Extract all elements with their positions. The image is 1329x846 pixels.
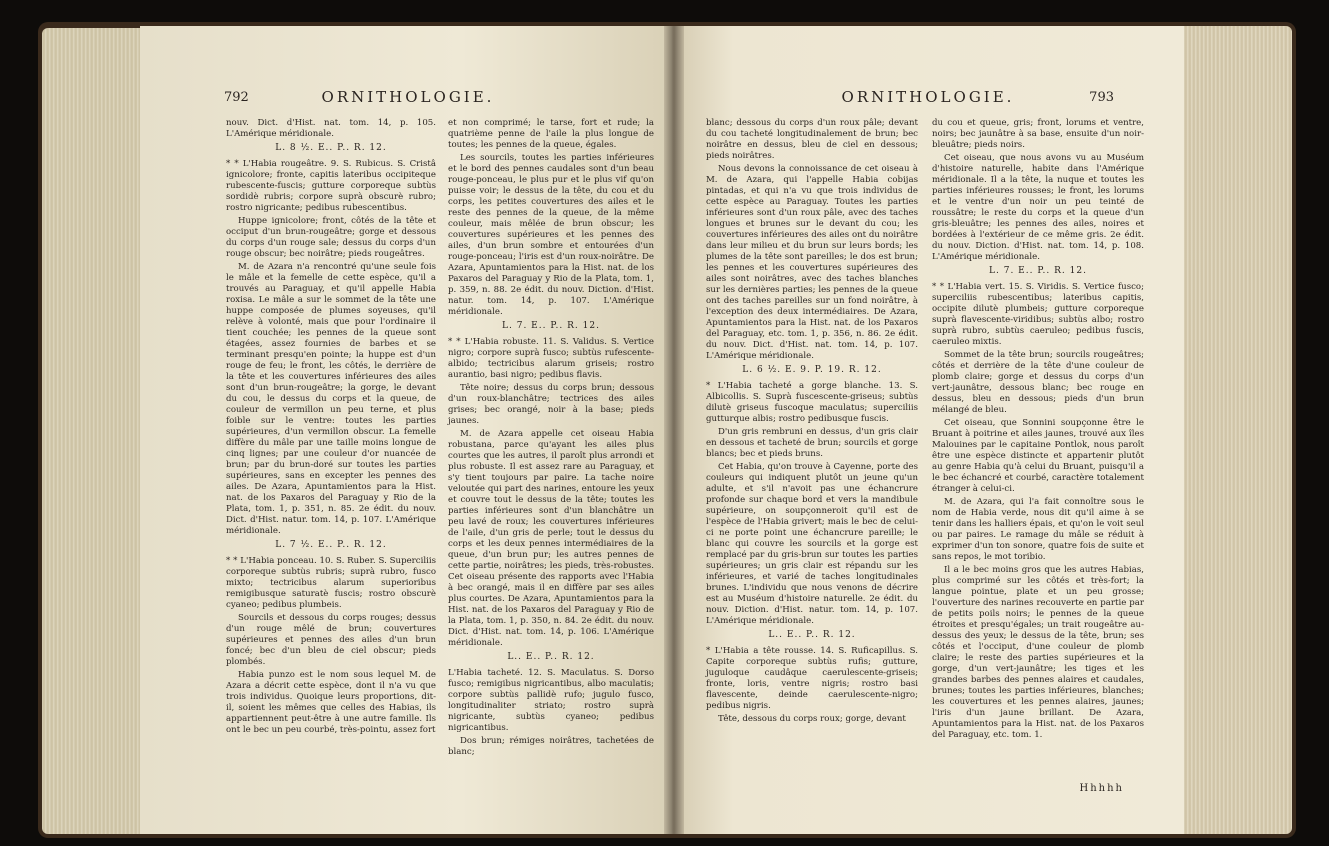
signature-mark: Hhhhh bbox=[1079, 783, 1124, 794]
measurement-line: L. 8 ½. E.. P.. R. 12. bbox=[275, 143, 387, 153]
species-entry: L'Habia tacheté. 12. S. Maculatus. S. Dorso fusco; remigibus nigricantibus, albo maculatis; corpore subtùs pallidè rufo; jugulo fusco, longitudinaliter striato; rostro suprà nigricante, subtùs cyaneo; pedibus nigricantibus. bbox=[448, 668, 654, 733]
paragraph: Il a le bec moins gros que les autres Habias, plus comprimé sur les côtés et très-fort; la langue pointue, plate et un peu grosse; l'ouverture des narines recouverte en partie par de petits poils noirs; le pennes de la queue étroites et presqu'égales; un trait rougeâtre au-dessus des yeux; le dessus de la tête, brun; ses côtés et l'occiput, d'une couleur de plomb claire; le reste des parties supérieures et la gorge, d'un vert-jaunâtre; les tiges et les grandes barbes des pennes alaires et caudales, brunes; toutes les parties inférieures, blanches; les couvertures et les pennes alaires, jaunes; l'iris d'un jaune brillant. De Azara, Apuntamientos para la Hist. nat. de los Paxaros del Paraguay, etc. tom. 1. bbox=[932, 565, 1144, 740]
paragraph: M. de Azara n'a rencontré qu'une seule fois le mâle et la femelle de cette espèce, qu'il a trouvés au Paraguay, et qu'il appelle Habia roxisa. Le mâle a sur le sommet de la tête une huppe composée de plumes soyeuses, qu'il relève à volonté, mais que pour l'ordinaire il tient couchée; les pennes de la queue sont étagées, assez fournies de barbes et se terminant presqu'en pointe; la huppe est d'un rouge de feu; le front, les côtés, le derrière de la tête et les couvertures inférieures des ailes sont d'un brun-rougeâtre; la gorge, le devant du cou, le dessus du corps et la queue, de couleur de vermillon un peu terne, et plus foible sur le ventre: toutes les parties supérieures, d'un vermillon obscur. La femelle diffère du mâle par une taille moins longue de cinq lignes; par une couleur d'or nuancée de brun; par du brun-doré sur toutes les parties supérieures, sans en excepter les pennes des ailes. De Azara, Apuntamientos para la Hist. nat. de los Paxaros del Paraguay y Rio de la Plata, tom. 1, p. 351, n. 85. 2e édit. du nouv. Dict. d'Hist. natur. tom. 14, p. 107. L'Amérique méridionale. bbox=[226, 262, 436, 536]
left-page bbox=[140, 26, 676, 834]
paragraph: Dos brun; rémiges noirâtres, tachetées de blanc; bbox=[448, 736, 654, 757]
species-entry: * L'Habia a tête rousse. 14. S. Ruficapillus. S. Capite corporeque subtùs rufis; gutture, juguloque caudâque caerulescente-griseis; fronte, loris, ventre nigris; rostro basi flavescente, deinde caerulescente-nigro; pedibus nigris. bbox=[706, 646, 918, 711]
measurement-line: L.. E.. P.. R. 12. bbox=[507, 652, 595, 662]
page-edges-right bbox=[1180, 26, 1292, 834]
species-entry: * * L'Habia ponceau. 10. S. Ruber. S. Superciliis corporeque subtùs rubris; suprà rubro, fusco mixto; tectricibus alarum superioribus remigibusque saturatè fuscis; rostro obscurè cyaneo; pedibus plumbeis. bbox=[226, 556, 436, 610]
measurement-line: L. 7 ½. E.. P.. R. 12. bbox=[275, 540, 387, 550]
left-column-1 bbox=[226, 118, 436, 738]
paragraph: M. de Azara, qui l'a fait connoître sous le nom de Habia verde, nous dit qu'il aime à se tenir dans les halliers épais, et qu'on le voit seul ou par paires. Le ramage du mâle se réduit à exprimer d'un ton sonore, quatre fois de suite et sans repos, le mot toribio. bbox=[932, 497, 1144, 562]
measurement-line: L. 7. E.. P.. R. 12. bbox=[989, 266, 1087, 276]
left-running-title: ORNITHOLOGIE. bbox=[321, 88, 495, 106]
right-column-1 bbox=[706, 118, 918, 727]
paragraph: Habia punzo est le nom sous lequel M. de Azara a décrit cette espèce, dont il n'a vu que trois individus. Quoique leurs proportions, dit-il, soient les mêmes que celles des Habias, ils appartiennent peut-être à une autre famille. Ils ont le bec un peu courbé, très-pointu, assez fort bbox=[226, 670, 436, 735]
left-running-head bbox=[140, 88, 676, 112]
book-gutter bbox=[664, 26, 684, 834]
paragraph: et non comprimé; le tarse, fort et rude; la quatrième penne de l'aile la plus longue de toutes; les pennes de la queue, égales. bbox=[448, 118, 654, 150]
right-page-number: 793 bbox=[1089, 90, 1114, 105]
measurement-line: L. 7. E.. P.. R. 12. bbox=[502, 321, 600, 331]
measurement-line: L. 6 ½. E. 9. P. 19. R. 12. bbox=[742, 365, 882, 375]
paragraph: nouv. Dict. d'Hist. nat. tom. 14, p. 105. L'Amérique méridionale. bbox=[226, 118, 436, 139]
right-column-2 bbox=[932, 118, 1144, 743]
paragraph: Sommet de la tête brun; sourcils rougeâtres; côtés et derrière de la tête d'une couleur de plomb claire; gorge et dessus du corps d'un vert-jaunâtre, dessous blanc; bec rouge en dessus, bleu en dessous; pieds d'un brun mélangé de bleu. bbox=[932, 350, 1144, 415]
right-page bbox=[672, 26, 1184, 834]
species-entry: * * L'Habia vert. 15. S. Viridis. S. Vertice fusco; superciliis rubescentibus; lateribus capitis, occipite dilutè plumbeis; gutture corporeque suprà flavescente-viridibus; subtùs albo; rostro suprà rubro, subtùs caeruleo; pedibus fuscis, caeruleo mixtis. bbox=[932, 282, 1144, 347]
paragraph: Tête noire; dessus du corps brun; dessous d'un roux-blanchâtre; tectrices des ailes grises; bec orangé, noir à la base; pieds jaunes. bbox=[448, 383, 654, 426]
paragraph: Tête, dessous du corps roux; gorge, devant bbox=[718, 714, 906, 724]
paragraph: Cet oiseau, que nous avons vu au Muséum d'histoire naturelle, habite dans l'Amérique méridionale. Il a la tête, la nuque et toutes les parties inférieures rousses; le front, les lorums et le ventre d'un noir un peu teinté de roussâtre; le reste du corps et la queue d'un gris-bleuâtre; les pennes des ailes, noires et bordées à l'extérieur de ce même gris. 2e édit. du nouv. Diction. d'Hist. nat. tom. 14, p. 108. L'Amérique méridionale. bbox=[932, 153, 1144, 262]
paragraph: blanc; dessous du corps d'un roux pâle; devant du cou tacheté longitudinalement de brun; bec noirâtre en dessus, bleu de ciel en dessous; pieds noirâtres. bbox=[706, 118, 918, 161]
species-entry: * L'Habia tacheté a gorge blanche. 13. S. Albicollis. S. Suprà fuscescente-griseus; subtùs dilutè griseus fuscoque maculatus; superciliis gutturque albis; rostro pedibusque fuscis. bbox=[706, 381, 918, 424]
paragraph: Les sourcils, toutes les parties inférieures et le bord des pennes caudales sont d'un beau rouge-ponceau, le plus pur et le plus vif qu'on puisse voir; le dessus de la tête, du cou et du corps, les petites couvertures des ailes et le reste des pennes de la queue, de la même couleur, mais mêlée de brun obscur; les couvertures supérieures et les pennes des ailes, d'un brun sombre et entourées d'un rouge-ponceau; l'iris est d'un roux-noirâtre. De Azara, Apuntamientos para la Hist. nat. de los Paxaros del Paraguay y Rio de la Plata, tom. 1, p. 359, n. 88. 2e édit. du nouv. Diction. d'Hist. natur. tom. 14, p. 107. L'Amérique méridionale. bbox=[448, 153, 654, 317]
paragraph: Nous devons la connoissance de cet oiseau à M. de Azara, qui l'appelle Habia cobijas pintadas, et qui n'a vu que trois individus de cette espèce au Paraguay. Toutes les parties inférieures sont d'un roux pâle, avec des taches longues et brunes sur le devant du cou; les couvertures inférieures des ailes ont du noirâtre dans leur milieu et du brun sur leurs bords; les plumes de la tête sont pareilles; le dos est brun; les pennes et les couvertures supérieures des ailes sont noirâtres, avec des taches blanches sur les dernières parties; les pennes de la queue ont des taches pareilles sur un fond noirâtre, à l'exception des deux intermédiaires. De Azara, Apuntamientos para la Hist. nat. de los Paxaros del Paraguay, etc. tom. 1, p. 356, n. 86. 2e édit. du nouv. Dict. d'Hist. nat. tom. 14, p. 107. L'Amérique méridionale. bbox=[706, 164, 918, 361]
paragraph: Huppe ignicolore; front, côtés de la tête et occiput d'un brun-rougeâtre; gorge et dessous du corps d'un rouge sale; dessus du corps d'un rouge obscur; bec noirâtre; pieds rougeâtres. bbox=[226, 216, 436, 259]
left-page-number: 792 bbox=[224, 90, 249, 105]
paragraph: M. de Azara appelle cet oiseau Habia robustana, parce qu'ayant les ailes plus courtes que les autres, il paroît plus arrondi et plus robuste. Il est assez rare au Paraguay, et s'y tient toujours par paire. La tache noire veloutée qui part des narines, entoure les yeux et couvre tout le dessus de la tête; toutes les parties inférieures sont d'un blanchâtre un peu lavé de roux; les couvertures inférieures de l'aile, d'un gris de perle; tout le dessus du corps et les deux pennes intermédiaires de la queue, d'un brun pur; les autres pennes de cette partie, noirâtres; les pieds, très-robustes. Cet oiseau présente des rapports avec l'Habia à bec orangé, mais il en diffère par ses ailes plus courtes. De Azara, Apuntamientos para la Hist. nat. de los Paxaros del Paraguay y Rio de la Plata, tom. 1, p. 350, n. 84. 2e édit. du nouv. Dict. d'Hist. nat. tom. 14, p. 106. L'Amérique méridionale. bbox=[448, 429, 654, 648]
species-entry: * * L'Habia robuste. 11. S. Validus. S. Vertice nigro; corpore suprà fusco; subtùs rufescente-albido; tectricibus alarum griseis; rostro aurantio, basi nigro; pedibus flavis. bbox=[448, 337, 654, 380]
species-entry: * * L'Habia rougeâtre. 9. S. Rubicus. S. Cristâ ignicolore; fronte, capitis lateribus occipiteque rubescente-fuscis; gutture corporeque subtùs sordidè rubris; corpore suprà obscurè rubro; rostro nigricante; pedibus rubescentibus. bbox=[226, 159, 436, 213]
paragraph: Sourcils et dessous du corps rouges; dessus d'un rouge mêlé de brun; couvertures supérieures et pennes des ailes d'un brun foncé; bec d'un bleu de ciel obscur; pieds plombés. bbox=[226, 613, 436, 667]
paragraph: Cet Habia, qu'on trouve à Cayenne, porte des couleurs qui indiquent plutôt un jeune qu'un adulte, et s'il n'avoit pas une échancrure profonde sur chaque bord et vers la mandibule supérieure, on soupçonneroit qu'il est de l'espèce de l'Habia grivert; mais le bec de celui-ci ne porte point une échancrure pareille; le blanc qui couvre les sourcils et la gorge est remplacé par du gris-brun sur toutes les parties supérieures; un gris clair est répandu sur les inférieures, et varié de taches longitudinales brunes. L'individu que nous venons de décrire est au Muséum d'histoire naturelle. 2e édit. du nouv. Diction. d'Hist. natur. tom. 14, p. 107. L'Amérique méridionale. bbox=[706, 462, 918, 626]
paragraph: du cou et queue, gris; front, lorums et ventre, noirs; bec jaunâtre à sa base, ensuite d'un noir-bleuâtre; pieds noirs. bbox=[932, 118, 1144, 150]
right-running-title: ORNITHOLOGIE. bbox=[841, 88, 1015, 106]
page-edges-left bbox=[42, 28, 142, 834]
left-column-2 bbox=[448, 118, 654, 760]
paragraph: D'un gris rembruni en dessus, d'un gris clair en dessous et tacheté de brun; sourcils et gorge blancs; bec et pieds bruns. bbox=[706, 427, 918, 459]
paragraph: Cet oiseau, que Sonnini soupçonne être le Bruant à poitrine et ailes jaunes, trouvé aux îles Malouines par le capitaine Pontlok, nous paroît être une espèce distincte et appartenir plutôt au genre Habia qu'à celui du Bruant, puisqu'il a le bec échancré et courbé, caractère totalement étranger à celui-ci. bbox=[932, 418, 1144, 494]
measurement-line: L.. E.. P.. R. 12. bbox=[768, 630, 856, 640]
right-running-head bbox=[672, 88, 1184, 112]
